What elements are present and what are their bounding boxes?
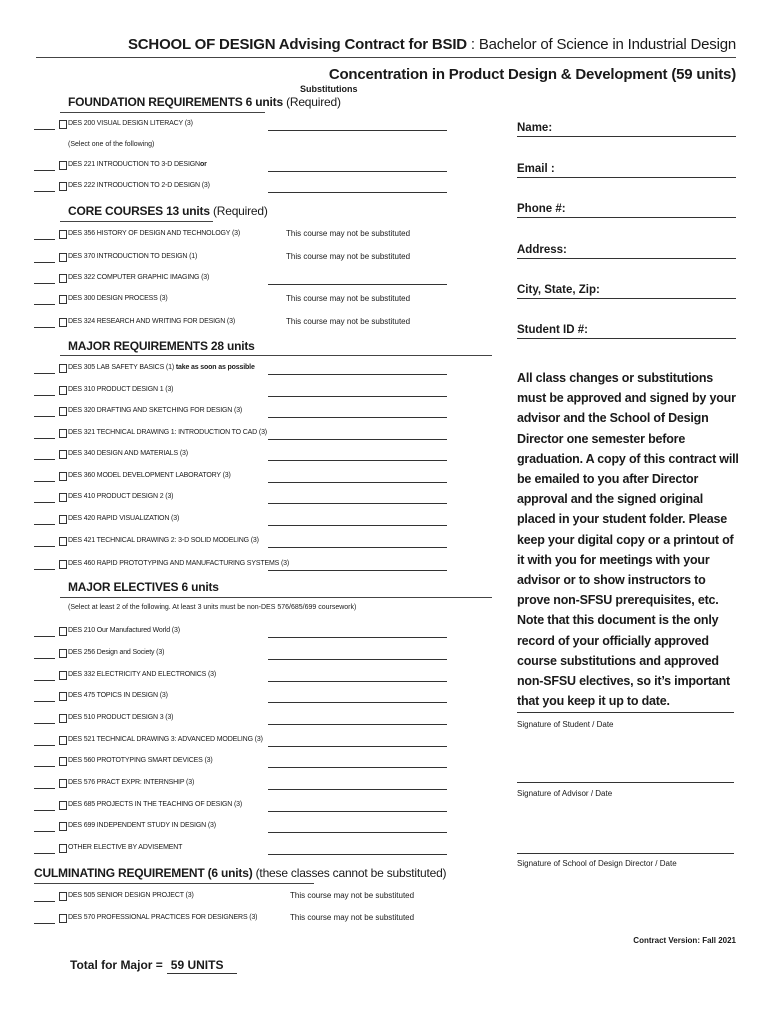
course-row	[0, 181, 500, 195]
course-label: DES 221 INTRODUCTION TO 3-D DESIGNor	[68, 161, 207, 168]
grade-blank[interactable]	[34, 129, 55, 130]
substitution-line[interactable]	[268, 681, 447, 682]
culminating-rule	[34, 883, 314, 884]
course-row	[0, 471, 500, 485]
substitution-line[interactable]	[268, 637, 447, 638]
substitution-line[interactable]	[268, 746, 447, 747]
course-checkbox[interactable]	[59, 844, 67, 853]
course-row	[0, 778, 500, 792]
course-checkbox[interactable]	[59, 649, 67, 658]
substitution-line[interactable]	[268, 460, 447, 461]
course-label: DES 475 TOPICS IN DESIGN (3)	[68, 692, 168, 699]
substitution-line[interactable]	[268, 503, 447, 504]
course-row	[0, 449, 500, 463]
grade-blank[interactable]	[34, 745, 55, 746]
course-label: DES 410 PRODUCT DESIGN 2 (3)	[68, 493, 174, 500]
grade-blank[interactable]	[34, 766, 55, 767]
course-row	[0, 648, 500, 662]
substitution-line[interactable]	[268, 659, 447, 660]
major-rule	[60, 355, 492, 356]
grade-blank[interactable]	[34, 459, 55, 460]
substitution-line[interactable]	[268, 789, 447, 790]
course-label: DES 560 PROTOTYPING SMART DEVICES (3)	[68, 757, 213, 764]
substitution-line[interactable]	[268, 570, 447, 571]
course-checkbox[interactable]	[59, 537, 67, 546]
course-checkbox[interactable]	[59, 318, 67, 327]
grade-blank[interactable]	[34, 304, 55, 305]
grade-blank[interactable]	[34, 191, 55, 192]
substitution-line[interactable]	[268, 525, 447, 526]
course-row	[0, 756, 500, 770]
header-rule	[36, 57, 736, 58]
substitution-line[interactable]	[268, 130, 447, 131]
no-substitution-note: This course may not be substituted	[290, 913, 415, 922]
course-label: DES 576 PRACT EXPR: INTERNSHIP (3)	[68, 779, 195, 786]
grade-blank[interactable]	[34, 723, 55, 724]
grade-blank[interactable]	[34, 524, 55, 525]
course-checkbox[interactable]	[59, 822, 67, 831]
title-bold: SCHOOL OF DESIGN Advising Contract for BSID	[128, 36, 467, 53]
select-note: (Select one of the following)	[68, 141, 155, 148]
course-row	[0, 536, 500, 550]
student-id-field[interactable]: Student ID #:	[517, 319, 736, 339]
grade-blank[interactable]	[34, 853, 55, 854]
course-checkbox[interactable]	[59, 801, 67, 810]
student-signature-label: Signature of Student / Date	[517, 720, 614, 729]
course-checkbox[interactable]	[59, 120, 67, 129]
course-row	[0, 229, 500, 243]
course-label: DES 300 DESIGN PROCESS (3)	[68, 295, 168, 302]
course-checkbox[interactable]	[59, 515, 67, 524]
grade-blank[interactable]	[34, 810, 55, 811]
course-row	[0, 406, 500, 420]
culminating-section-title: CULMINATING REQUIREMENT (6 units) (these classes cannot be substituted)	[34, 866, 447, 880]
foundation-section-title: FOUNDATION REQUIREMENTS 6 units (Required)	[68, 95, 341, 109]
course-checkbox[interactable]	[59, 386, 67, 395]
concentration-title: Concentration in Product Design & Development (59 units)	[328, 66, 736, 83]
course-row	[0, 273, 500, 287]
grade-blank[interactable]	[34, 327, 55, 328]
grade-blank[interactable]	[34, 923, 55, 924]
grade-blank[interactable]	[34, 658, 55, 659]
course-checkbox[interactable]	[59, 671, 67, 680]
grade-blank[interactable]	[34, 481, 55, 482]
director-signature-line[interactable]	[517, 853, 734, 854]
course-row	[0, 492, 500, 506]
substitution-line[interactable]	[268, 439, 447, 440]
course-checkbox[interactable]	[59, 429, 67, 438]
course-checkbox[interactable]	[59, 450, 67, 459]
course-checkbox[interactable]	[59, 714, 67, 723]
no-substitution-note: This course may not be substituted	[286, 229, 411, 238]
substitution-line[interactable]	[268, 811, 447, 812]
course-label: DES 322 COMPUTER GRAPHIC IMAGING (3)	[68, 274, 210, 281]
grade-blank[interactable]	[34, 373, 55, 374]
course-label: DES 521 TECHNICAL DRAWING 3: ADVANCED MODELING (3)	[68, 736, 263, 743]
grade-blank[interactable]	[34, 901, 55, 902]
director-signature-label: Signature of School of Design Director / Date	[517, 859, 677, 868]
course-row	[0, 821, 500, 835]
course-label: DES 360 MODEL DEVELOPMENT LABORATORY (3)	[68, 472, 231, 479]
course-label: DES 685 PROJECTS IN THE TEACHING OF DESIGN (3)	[68, 801, 243, 808]
core-section-title: CORE COURSES 13 units (Required)	[68, 204, 268, 218]
grade-blank[interactable]	[34, 262, 55, 263]
title-degree: Bachelor of Science in Industrial Design	[478, 36, 736, 53]
grade-blank[interactable]	[34, 438, 55, 439]
course-row	[0, 843, 500, 857]
course-row	[0, 713, 500, 727]
course-checkbox[interactable]	[59, 779, 67, 788]
document-title	[128, 36, 736, 53]
no-substitution-note: This course may not be substituted	[286, 317, 411, 326]
course-label: DES 505 SENIOR DESIGN PROJECT (3)	[68, 892, 194, 899]
course-checkbox[interactable]	[59, 472, 67, 481]
course-label: OTHER ELECTIVE BY ADVISEMENT	[68, 844, 183, 851]
substitution-line[interactable]	[268, 374, 447, 375]
course-checkbox[interactable]	[59, 560, 67, 569]
course-row	[0, 735, 500, 749]
grade-blank[interactable]	[34, 416, 55, 417]
substitution-line[interactable]	[268, 417, 447, 418]
total-for-major	[70, 958, 237, 974]
course-label: DES 320 DRAFTING AND SKETCHING FOR DESIGN (3)	[68, 407, 243, 414]
advisor-signature-line[interactable]	[517, 782, 734, 783]
title-separator: :	[466, 36, 479, 53]
course-label: DES 310 PRODUCT DESIGN 1 (3)	[68, 386, 174, 393]
grade-blank[interactable]	[34, 701, 55, 702]
course-row	[0, 317, 500, 331]
course-checkbox[interactable]	[59, 230, 67, 239]
course-checkbox[interactable]	[59, 757, 67, 766]
substitution-line[interactable]	[268, 192, 447, 193]
instructions-text: All class changes or substitutions must be approved and signed by your advisor and the School of Design Director one semester before graduation. A copy of this contract will be emailed to you after Director approval and the signed original placed in your student folder. Please keep your digital copy or a printout of it with you for meetings with your advisor or to show instructors to prove non-SFSU prerequisites, etc. Note that this document is the only record of your officially approved course substitutions and approved non-SFSU electives, so it’s important that you keep it up to date.	[517, 371, 739, 709]
total-label: Total for Major =	[70, 958, 163, 972]
course-checkbox[interactable]	[59, 161, 67, 170]
course-label: DES 200 VISUAL DESIGN LITERACY (3)	[68, 120, 193, 127]
name-field[interactable]: Name:	[517, 117, 736, 137]
grade-blank[interactable]	[34, 283, 55, 284]
grade-blank[interactable]	[34, 395, 55, 396]
substitution-line[interactable]	[268, 702, 447, 703]
course-label: DES 222 INTRODUCTION TO 2-D DESIGN (3)	[68, 182, 210, 189]
electives-rule	[60, 597, 492, 598]
student-signature-line[interactable]	[517, 712, 734, 713]
course-label: DES 570 PROFESSIONAL PRACTICES FOR DESIGNERS (3)	[68, 914, 258, 921]
core-rule	[60, 221, 213, 222]
substitution-line[interactable]	[268, 832, 447, 833]
city-state-zip-field[interactable]: City, State, Zip:	[517, 279, 736, 299]
address-field[interactable]: Address:	[517, 239, 736, 259]
substitution-line[interactable]	[268, 854, 447, 855]
course-checkbox[interactable]	[59, 407, 67, 416]
foundation-rule	[60, 112, 265, 113]
course-row	[0, 119, 500, 133]
course-label: DES 460 RAPID PROTOTYPING AND MANUFACTURING SYSTEMS (3)	[68, 560, 290, 567]
course-row	[0, 559, 500, 573]
course-row	[0, 385, 500, 399]
course-row	[0, 670, 500, 684]
course-label: DES 421 TECHNICAL DRAWING 2: 3-D SOLID MODELING (3)	[68, 537, 259, 544]
advisor-signature-label: Signature of Advisor / Date	[517, 789, 613, 798]
course-row	[0, 913, 500, 927]
course-checkbox[interactable]	[59, 627, 67, 636]
grade-blank[interactable]	[34, 239, 55, 240]
no-substitution-note: This course may not be substituted	[290, 891, 415, 900]
course-label: DES 510 PRODUCT DESIGN 3 (3)	[68, 714, 174, 721]
course-label: DES 256 Design and Society (3)	[68, 649, 165, 656]
substitutions-header: Substitutions	[300, 84, 358, 94]
no-substitution-note: This course may not be substituted	[286, 294, 411, 303]
course-checkbox[interactable]	[59, 736, 67, 745]
course-checkbox[interactable]	[59, 914, 67, 923]
substitution-line[interactable]	[268, 767, 447, 768]
course-label: DES 356 HISTORY OF DESIGN AND TECHNOLOGY (3)	[68, 230, 241, 237]
email-field[interactable]: Email :	[517, 158, 736, 178]
course-label: DES 210 Our Manufactured World (3)	[68, 627, 180, 634]
no-substitution-note: This course may not be substituted	[286, 252, 411, 261]
course-checkbox[interactable]	[59, 295, 67, 304]
course-label: DES 332 ELECTRICITY AND ELECTRONICS (3)	[68, 671, 217, 678]
course-label: DES 420 RAPID VISUALIZATION (3)	[68, 515, 180, 522]
grade-blank[interactable]	[34, 569, 55, 570]
grade-blank[interactable]	[34, 502, 55, 503]
course-label: DES 699 INDEPENDENT STUDY IN DESIGN (3)	[68, 822, 216, 829]
electives-select-note: (Select at least 2 of the following. At least 3 units must be non-DES 576/685/699 coursework)	[68, 604, 357, 611]
course-checkbox[interactable]	[59, 692, 67, 701]
course-row	[0, 363, 500, 377]
course-checkbox[interactable]	[59, 182, 67, 191]
course-row	[0, 514, 500, 528]
grade-blank[interactable]	[34, 636, 55, 637]
course-row	[0, 626, 500, 640]
course-row	[0, 428, 500, 442]
grade-blank[interactable]	[34, 680, 55, 681]
course-label: DES 370 INTRODUCTION TO DESIGN (1)	[68, 253, 198, 260]
major-section-title: MAJOR REQUIREMENTS 28 units	[68, 339, 255, 353]
course-row	[0, 160, 500, 174]
course-checkbox[interactable]	[59, 274, 67, 283]
course-row	[0, 294, 500, 308]
phone-field[interactable]: Phone #:	[517, 198, 736, 218]
grade-blank[interactable]	[34, 788, 55, 789]
substitution-line[interactable]	[268, 396, 447, 397]
course-label: DES 321 TECHNICAL DRAWING 1: INTRODUCTION TO CAD (3)	[68, 429, 267, 436]
grade-blank[interactable]	[34, 831, 55, 832]
course-checkbox[interactable]	[59, 892, 67, 901]
course-checkbox[interactable]	[59, 253, 67, 262]
course-row	[0, 691, 500, 705]
substitution-line[interactable]	[268, 724, 447, 725]
course-label: DES 324 RESEARCH AND WRITING FOR DESIGN (3)	[68, 318, 236, 325]
electives-section-title: MAJOR ELECTIVES 6 units	[68, 580, 219, 594]
course-row	[0, 891, 500, 905]
grade-blank[interactable]	[34, 546, 55, 547]
course-row	[0, 252, 500, 266]
substitution-line[interactable]	[268, 482, 447, 483]
course-row	[0, 800, 500, 814]
course-label: DES 305 LAB SAFETY BASICS (1) take as soon as possible	[68, 364, 255, 371]
substitution-line[interactable]	[268, 547, 447, 548]
contract-version: Contract Version: Fall 2021	[633, 936, 736, 945]
substitution-line[interactable]	[268, 284, 447, 285]
grade-blank[interactable]	[34, 170, 55, 171]
course-checkbox[interactable]	[59, 364, 67, 373]
course-label: DES 340 DESIGN AND MATERIALS (3)	[68, 450, 188, 457]
total-value: 59 UNITS	[167, 958, 238, 974]
substitution-line[interactable]	[268, 171, 447, 172]
course-checkbox[interactable]	[59, 493, 67, 502]
